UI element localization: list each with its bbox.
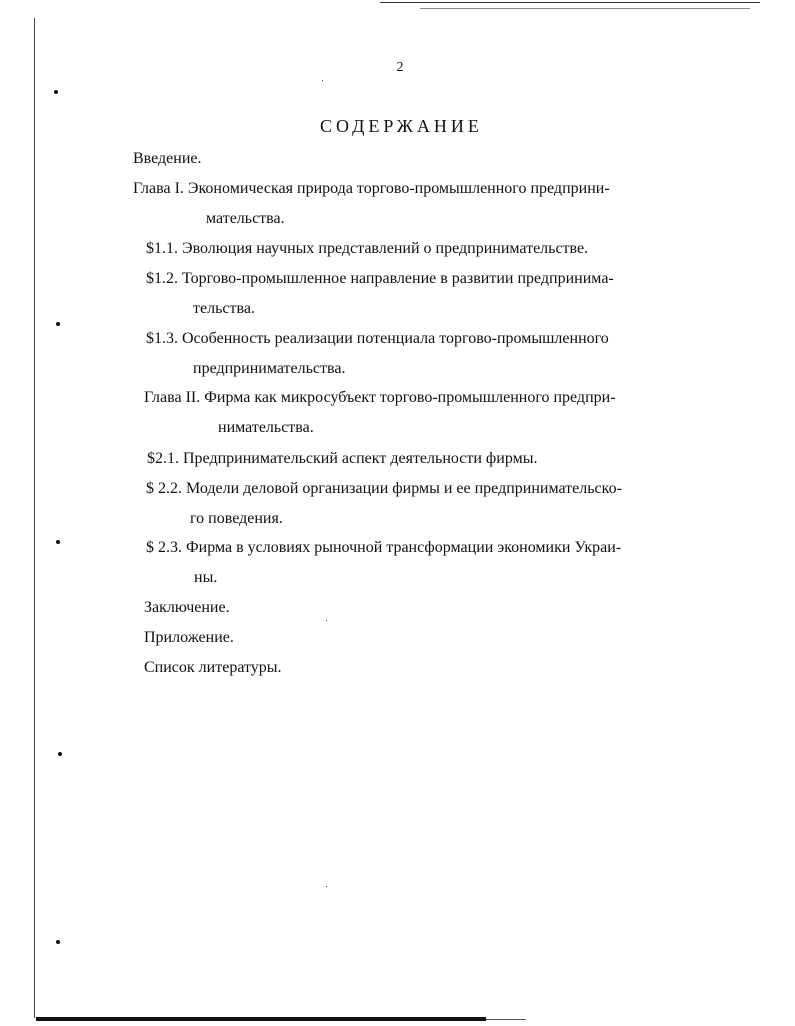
toc-item-chapter-2: Глава II. Фирма как микросубъект торгово-промышленного предпри-	[144, 389, 616, 406]
scan-hole-dot	[54, 90, 58, 94]
toc-item-intro: Введение.	[133, 150, 202, 167]
toc-item-section-2-2-cont: го поведения.	[190, 510, 283, 527]
toc-item-section-2-3: $ 2.3. Фирма в условиях рыночной трансформации экономики Украи-	[146, 539, 622, 556]
scan-speck	[326, 620, 327, 621]
scan-hole-dot	[56, 322, 60, 326]
scan-hole-dot	[56, 540, 60, 544]
toc-item-conclusion: Заключение.	[144, 599, 230, 616]
scan-edge-left	[34, 18, 35, 1018]
scan-hole-dot	[56, 940, 60, 944]
scan-speck	[322, 80, 323, 81]
toc-item-chapter-1: Глава I. Экономическая природа торгово-промышленного предприни-	[133, 180, 610, 197]
toc-item-section-1-1: $1.1. Эволюция научных представлений о предпринимательстве.	[146, 240, 589, 257]
scan-hole-dot	[58, 752, 62, 756]
toc-item-section-2-3-cont: ны.	[194, 569, 218, 586]
toc-item-bibliography: Список литературы.	[144, 659, 282, 676]
scan-edge-top-secondary	[420, 8, 750, 9]
toc-item-section-1-3-cont: предпринимательства.	[193, 360, 346, 377]
toc-item-section-2-2: $ 2.2. Модели деловой организации фирмы и ее предпринимательско-	[146, 480, 622, 497]
page-number: 2	[396, 60, 404, 75]
toc-item-chapter-1-cont: мательства.	[206, 210, 285, 227]
toc-item-section-1-2-cont: тельства.	[193, 300, 255, 317]
toc-item-chapter-2-cont: нимательства.	[218, 419, 314, 436]
scan-edge-bottom-thin	[486, 1019, 526, 1020]
toc-item-section-1-2: $1.2. Торгово-промышленное направление в развитии предпринима-	[146, 270, 614, 287]
toc-item-section-1-3: $1.3. Особенность реализации потенциала торгово-промышленного	[146, 330, 609, 347]
toc-item-section-2-1: $2.1. Предпринимательский аспект деятельности фирмы.	[147, 450, 538, 467]
toc-item-appendix: Приложение.	[144, 629, 234, 646]
scan-edge-top	[380, 2, 760, 3]
page-title: СОДЕРЖАНИЕ	[320, 116, 483, 136]
scan-edge-bottom	[36, 1017, 486, 1021]
scan-speck	[326, 886, 327, 887]
